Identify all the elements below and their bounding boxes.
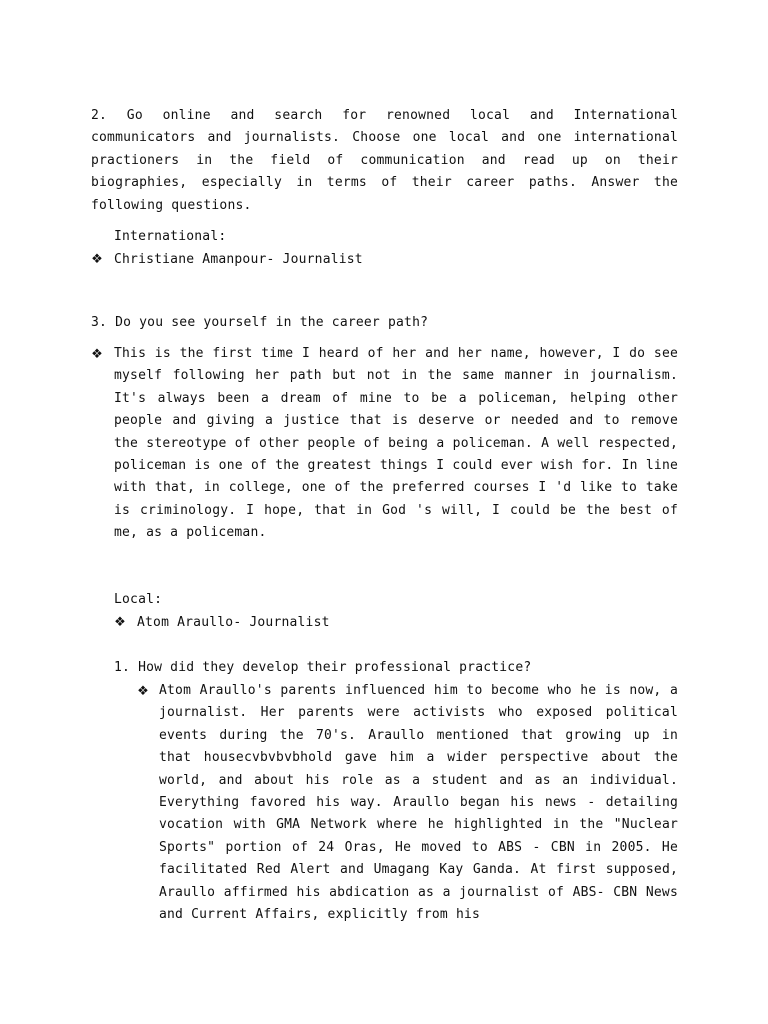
question-1-answer: Atom Araullo's parents influenced him to become who he is now, a journalist. Her parents were activists who exposed political events during the 70's. Araullo mentioned that growing up in that housecvbvbvbhold gave him a wider perspective about the world, and about his role as a student and as an individual. Everything favored his way. Araullo began his news - detailing vocation with GMA Network where he highlighted in the "Nuclear Sports" portion of 24 Oras, He moved to ABS - CBN in 2005. He facilitated Red Alert and Umagang Kay Ganda. At first supposed, Araullo affirmed his abdication as a journalist of ABS- CBN News and Current Affairs, explicitly from his — [159, 683, 678, 923]
question-3-answer: This is the first time I heard of her and her name, however, I do see myself following her path but not in the same manner in journalism. It's always been a dream of mine to be a policeman, helping other people and giving a justice that is deserve or needed and to remove the stereotype of other people of being a policeman. A well respected, policeman is one of the greatest things I could ever wish for. In line with that, in college, one of the preferred courses I 'd like to take is criminology. I hope, that in God 's will, I could be the best of me, as a policeman. — [114, 346, 678, 541]
question-1: 1. How did they develop their professional practice? — [114, 660, 532, 675]
diamond-bullet-icon: ❖ — [91, 252, 103, 267]
diamond-bullet-icon: ❖ — [91, 347, 103, 362]
local-person: Atom Araullo- Journalist — [137, 615, 330, 630]
international-label: International: — [114, 229, 227, 244]
local-label: Local: — [114, 592, 163, 607]
diamond-bullet-icon: ❖ — [114, 615, 126, 630]
international-person: Christiane Amanpour- Journalist — [114, 252, 363, 267]
question-2-text: 2. Go online and search for renowned local and International communicators and journalists. Choose one local and one international practioners in the field of communication and read up on their biographies, especially in terms of their career paths. Answer the following questions. — [91, 108, 678, 213]
question-3: 3. Do you see yourself in the career path? — [91, 315, 429, 330]
diamond-bullet-icon: ❖ — [137, 684, 149, 699]
